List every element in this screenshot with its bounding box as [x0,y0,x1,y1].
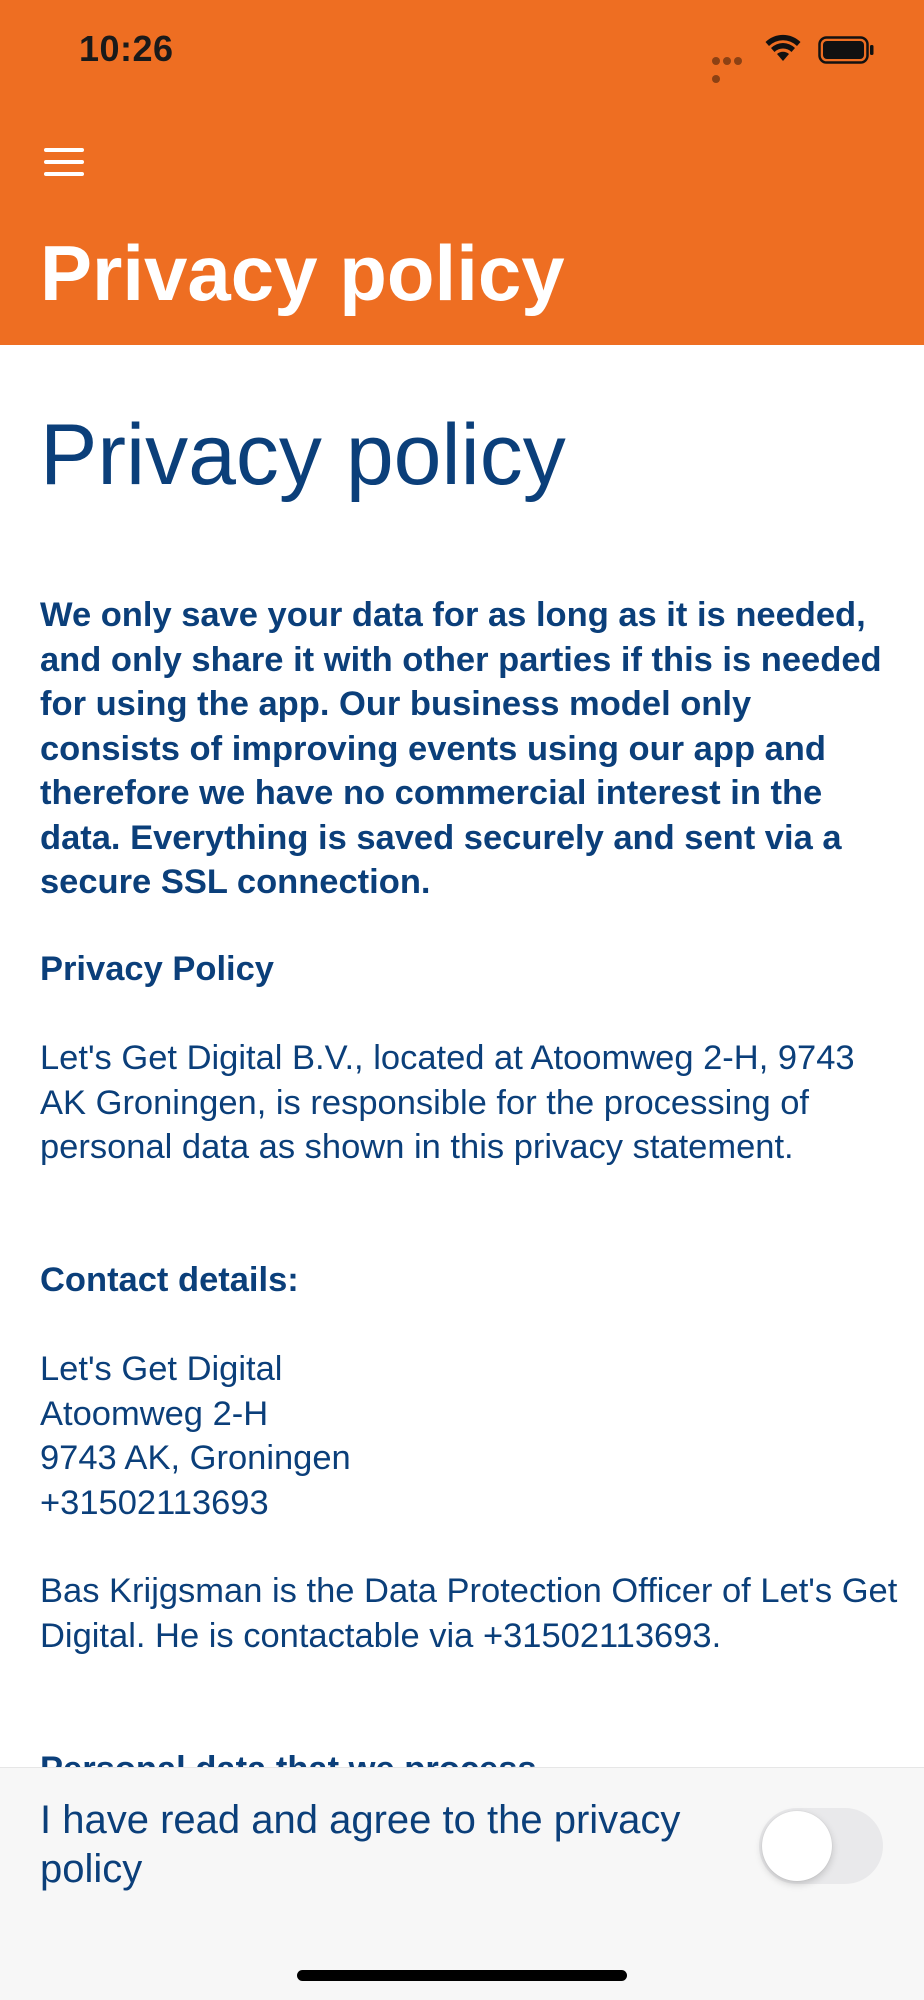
agreement-toggle[interactable] [759,1808,883,1884]
battery-icon [818,36,874,64]
status-time: 10:26 [79,28,174,69]
app-header [0,0,924,345]
cellular-signal-icon [712,52,754,62]
bottom-safe-area [0,1924,924,2000]
nav-title: Privacy policy [40,229,565,317]
status-bar [0,0,924,100]
contact-company: Let's Get Digital [40,1350,283,1388]
home-indicator[interactable] [297,1970,627,1981]
wifi-icon [764,33,802,63]
privacy-policy-content[interactable] [0,345,924,1767]
agreement-label: I have read and agree to the privacy policy [40,1798,681,1891]
agreement-bar [0,1767,924,1925]
section-body-privacy-policy: Let's Get Digital B.V., located at Atoomweg 2-H, 9743 AK Groningen, is responsible for the processing of personal data as shown in this privacy statement. [40,1039,855,1166]
toggle-knob [762,1811,832,1881]
section-title-privacy-policy: Privacy Policy [40,950,274,988]
contact-street: Atoomweg 2-H [40,1394,269,1433]
intro-paragraph: We only save your data for as long as it is needed, and only share it with other parties if this is needed for using the app. Our business model only consists of improving events using our app and therefore we have no commercial interest in the data. Everything is saved securely and sent via a secure SSL connection. [40,596,882,901]
contact-address [40,1347,900,1525]
hamburger-menu-icon[interactable] [44,148,84,178]
page-heading: Privacy policy [40,407,566,503]
section-title-contact-details: Contact details: [40,1261,299,1299]
contact-city: 9743 AK, Groningen [40,1439,351,1477]
contact-phone: +31502113693 [40,1483,269,1522]
dpo-paragraph: Bas Krijgsman is the Data Protection Officer of Let's Get Digital. He is contactable via +31502113693. [40,1572,898,1655]
